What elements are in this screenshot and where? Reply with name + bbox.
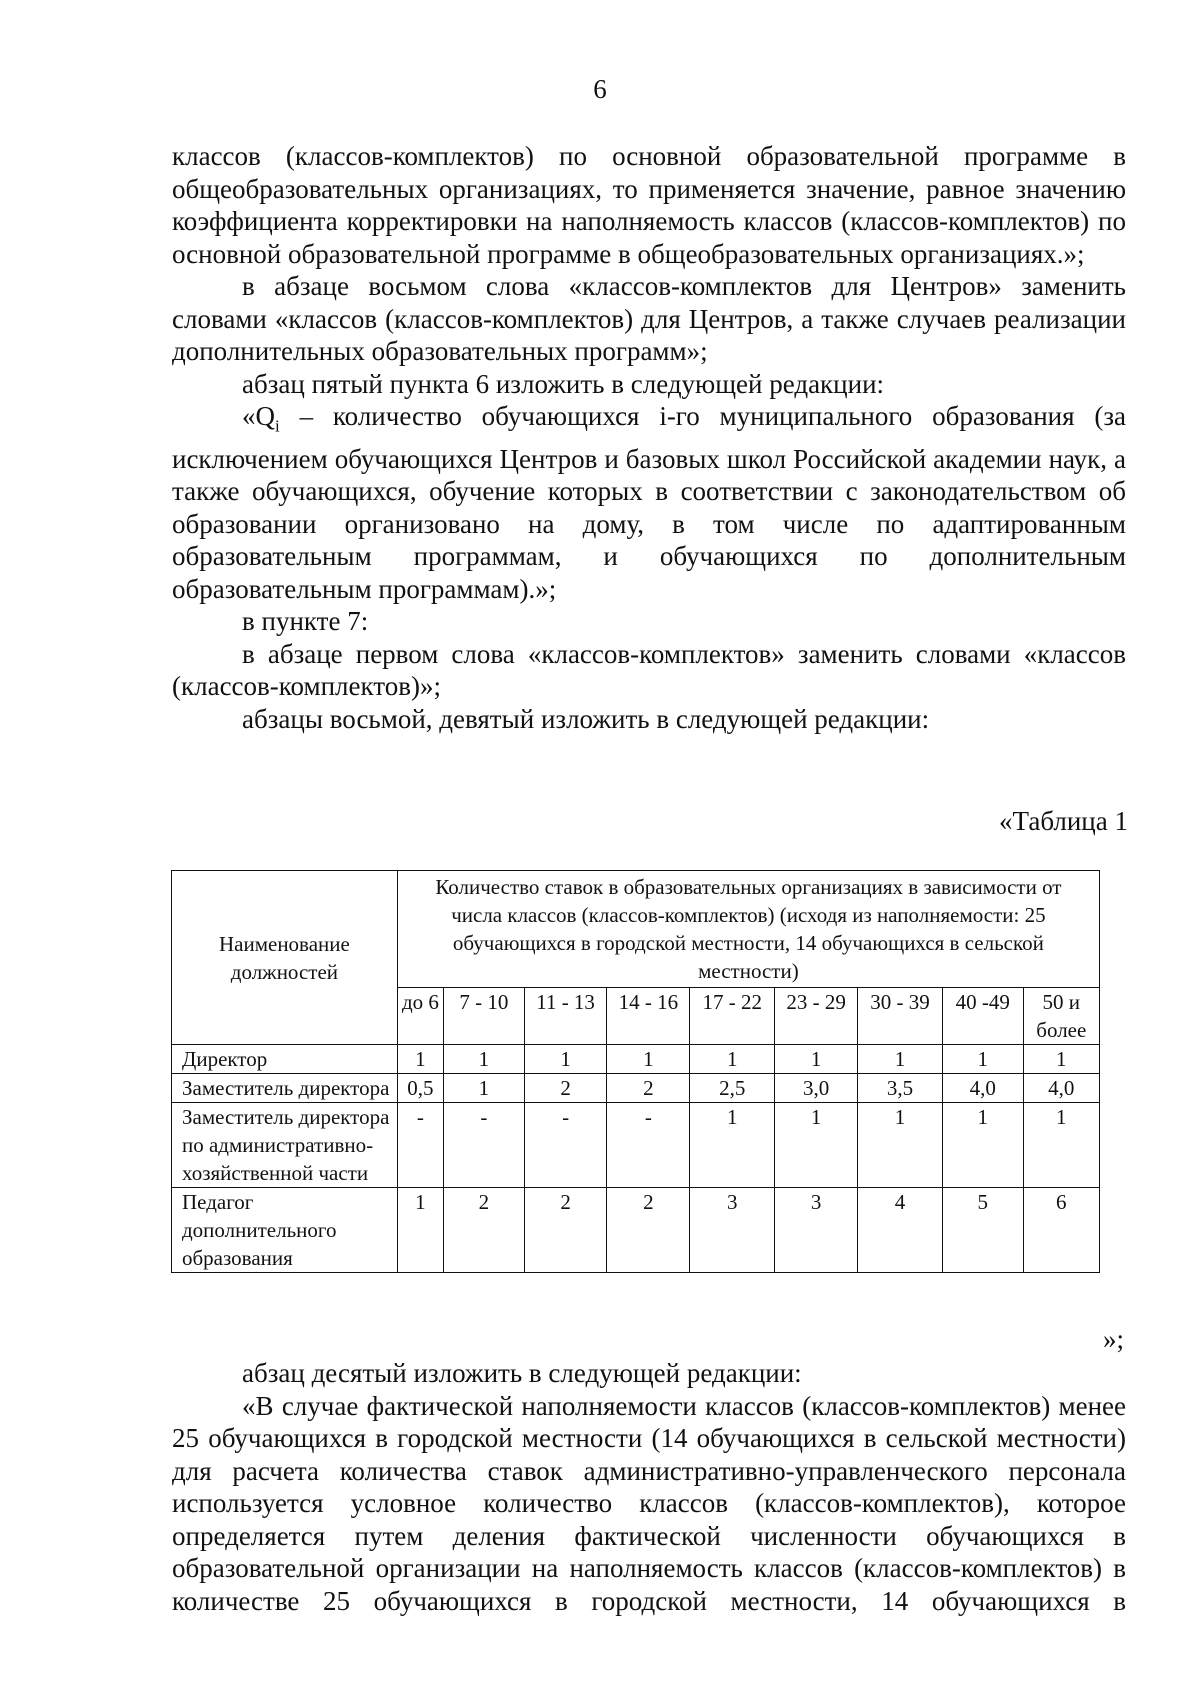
table-cell: 1 xyxy=(444,1074,525,1103)
table-row xyxy=(172,1074,1100,1103)
table-closing-quote: »; xyxy=(1103,1324,1125,1354)
table-cell: - xyxy=(524,1103,607,1188)
table-row xyxy=(172,1045,1100,1074)
body-text-top xyxy=(172,140,1126,735)
position-name: Педагог дополнительного образования xyxy=(172,1188,398,1273)
table-cell: 1 xyxy=(607,1045,690,1074)
table-cell: 1 xyxy=(690,1103,775,1188)
position-name: Заместитель директора xyxy=(172,1074,398,1103)
paragraph: классов (классов-комплектов) по основной образовательной программе в общеобразовательных организациях, то применяется значение, равное значению коэффициента корректировки на наполняемость классов (классов-комплектов) по основной образовательной программе в общеобразовательных организациях.»; xyxy=(172,141,1126,269)
table-cell: 1 xyxy=(1023,1045,1099,1074)
table-cell: 2 xyxy=(444,1188,525,1273)
column-header: 17 - 22 xyxy=(690,988,775,1045)
column-header: до 6 xyxy=(397,988,443,1045)
q-definition-text: – количество обучающихся i-го муниципального образования (за исключением обучающихся Центров и базовых школ Российской академии наук, а также обучающихся, обучение которых в соответствии с законодательством об образовании организовано на дому, в том числе по адаптированным образовательным программам, и обучающихся по дополнительным образовательным программам).»; xyxy=(172,401,1126,604)
table-cell: 1 xyxy=(397,1188,443,1273)
column-header: 30 - 39 xyxy=(858,988,943,1045)
table-title: «Таблица 1 xyxy=(999,806,1128,836)
table-cell: - xyxy=(397,1103,443,1188)
table-cell: 1 xyxy=(524,1045,607,1074)
table-cell: 3 xyxy=(775,1188,858,1273)
table-cell: 4,0 xyxy=(1023,1074,1099,1103)
table-cell: 2 xyxy=(524,1074,607,1103)
paragraph: абзацы восьмой, девятый изложить в следующей редакции: xyxy=(242,703,930,734)
paragraph: в абзаце первом слова «классов-комплектов» заменить словами «классов (классов-комплектов)»; xyxy=(172,638,1126,702)
page-number: 6 xyxy=(593,74,607,104)
table-cell: 1 xyxy=(858,1045,943,1074)
position-name: Заместитель директора по административно-хозяйственной части xyxy=(172,1103,398,1188)
column-header: 11 - 13 xyxy=(524,988,607,1045)
paragraph-qi-definition xyxy=(172,400,1126,605)
column-header: 14 - 16 xyxy=(607,988,690,1045)
table-cell: 1 xyxy=(444,1045,525,1074)
header-position-names: Наименование должностей xyxy=(172,871,398,1045)
table-row xyxy=(172,1103,1100,1188)
body-text-bottom xyxy=(172,1357,1126,1617)
table-cell: 1 xyxy=(858,1103,943,1188)
q-subscript: i xyxy=(275,416,280,436)
table-cell: 6 xyxy=(1023,1188,1099,1273)
table-cell: 2 xyxy=(607,1074,690,1103)
table-cell: 4,0 xyxy=(942,1074,1023,1103)
header-rates: Количество ставок в образовательных организациях в зависимости от числа классов (классов-комплектов) (исходя из наполняемости: 25 обучающихся в городской местности, 14 обучающихся в сельской местности) xyxy=(397,871,1099,988)
paragraph: в абзаце восьмом слова «классов-комплектов для Центров» заменить словами «классов (классов-комплектов) для Центров, а также случаев реализации дополнительных образовательных программ»; xyxy=(172,271,1126,366)
paragraph: «В случае фактической наполняемости классов (классов-комплектов) менее 25 обучающихся в городской местности (14 обучающихся в сельской местности) для расчета количества ставок административно-управленческого персонала используется условное количество классов (классов-комплектов), которое определяется путем деления фактической численности обучающихся в образовательной организации на наполняемость классов (классов-комплектов) в количестве 25 обучающихся в городской местности, 14 обучающихся в xyxy=(172,1390,1126,1616)
paragraph: абзац десятый изложить в следующей редакции: xyxy=(242,1358,802,1388)
column-header: 7 - 10 xyxy=(444,988,525,1045)
table-cell: 4 xyxy=(858,1188,943,1273)
table-header-row xyxy=(172,871,1100,988)
column-header: 50 и более xyxy=(1023,988,1099,1045)
position-name: Директор xyxy=(172,1045,398,1074)
table-cell: - xyxy=(444,1103,525,1188)
paragraph: в пункте 7: xyxy=(242,606,369,637)
table-cell: 1 xyxy=(775,1045,858,1074)
column-header: 23 - 29 xyxy=(775,988,858,1045)
table-cell: 2 xyxy=(524,1188,607,1273)
table-cell: 3,0 xyxy=(775,1074,858,1103)
table-cell: - xyxy=(607,1103,690,1188)
table-cell: 1 xyxy=(775,1103,858,1188)
table-cell: 1 xyxy=(690,1045,775,1074)
table-cell: 0,5 xyxy=(397,1074,443,1103)
paragraph: абзац пятый пункта 6 изложить в следующей редакции: xyxy=(242,368,885,399)
table-cell: 1 xyxy=(942,1045,1023,1074)
table-row xyxy=(172,1188,1100,1273)
table-cell: 3 xyxy=(690,1188,775,1273)
staff-table xyxy=(171,870,1100,1273)
table-cell: 2,5 xyxy=(690,1074,775,1103)
table-cell: 1 xyxy=(942,1103,1023,1188)
q-symbol: «Q xyxy=(242,401,275,431)
column-header: 40 -49 xyxy=(942,988,1023,1045)
table-cell: 3,5 xyxy=(858,1074,943,1103)
table-cell: 5 xyxy=(942,1188,1023,1273)
table-cell: 2 xyxy=(607,1188,690,1273)
table-cell: 1 xyxy=(397,1045,443,1074)
table-cell: 1 xyxy=(1023,1103,1099,1188)
